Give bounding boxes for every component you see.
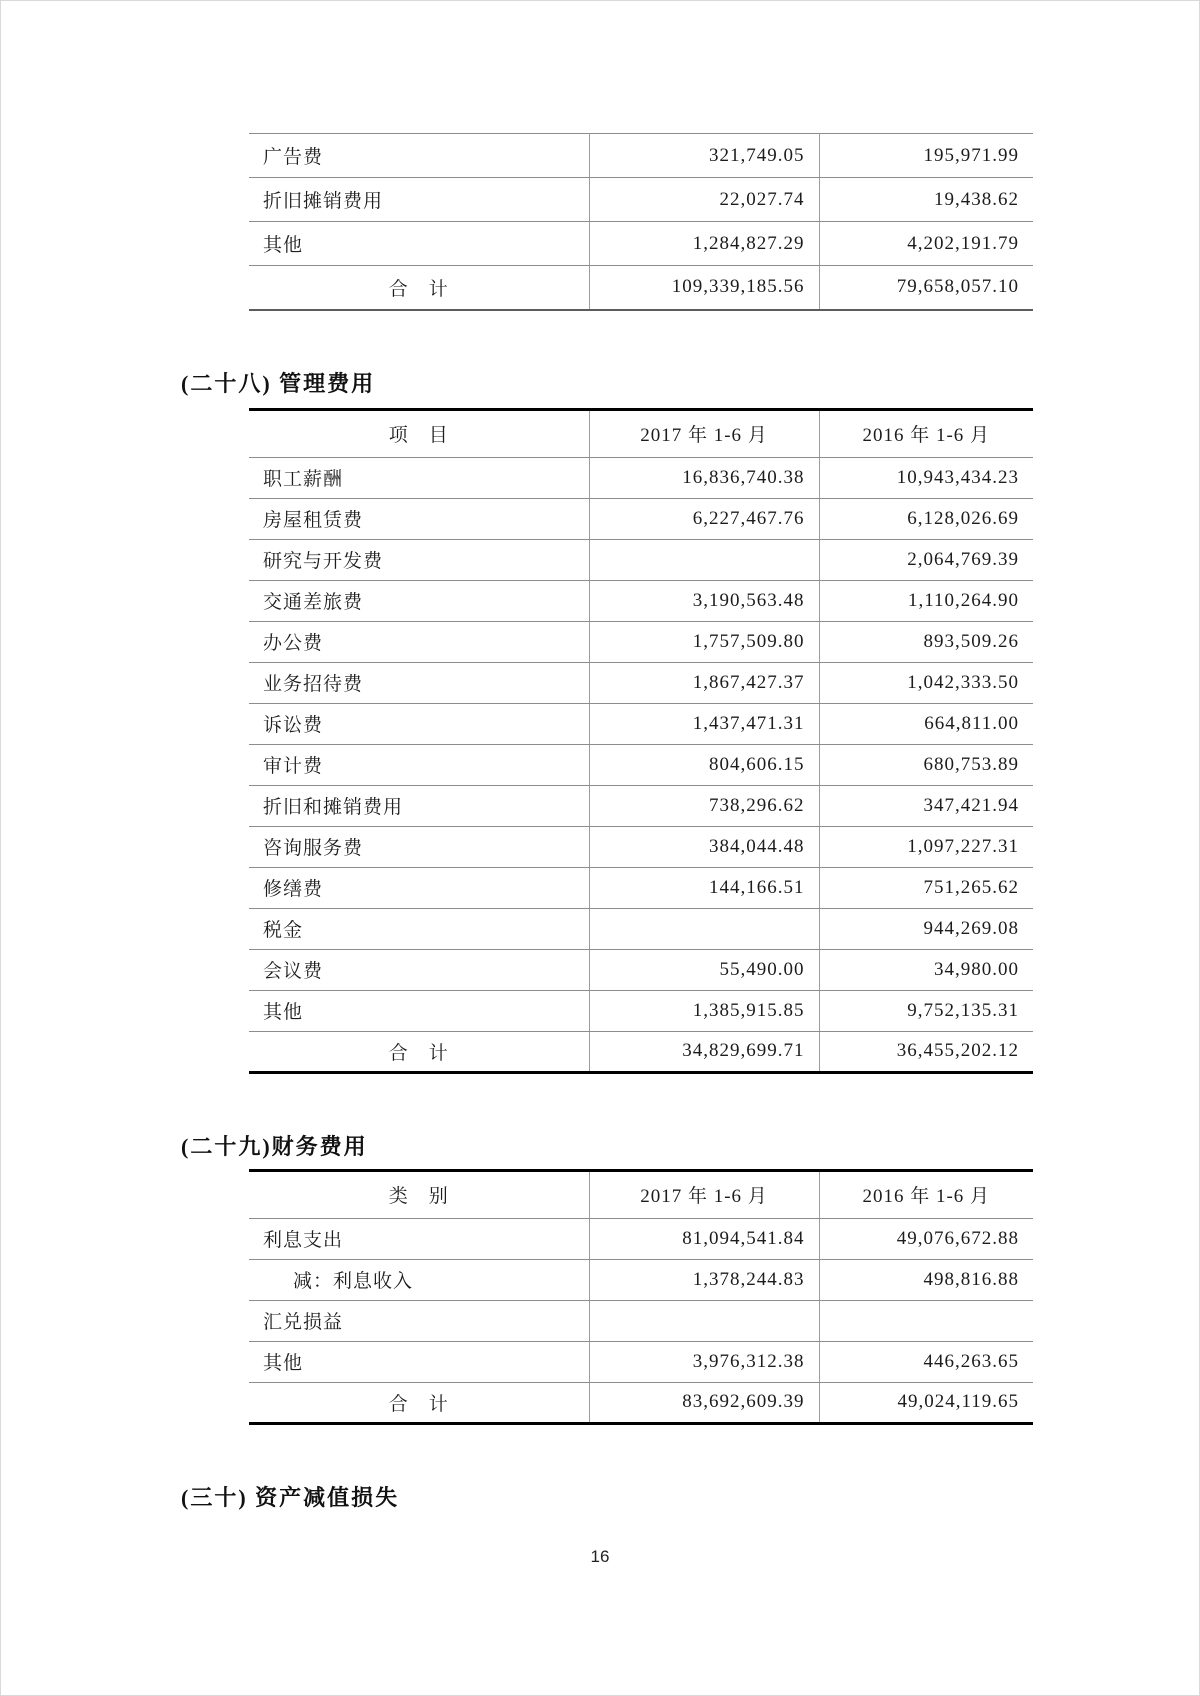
row-label: 咨询服务费 (249, 826, 589, 867)
row-label: 折旧摊销费用 (249, 178, 589, 222)
row-label: 其他 (249, 222, 589, 266)
value-2017: 1,437,471.31 (589, 703, 819, 744)
total-row (249, 1382, 1033, 1423)
table-row (249, 826, 1033, 867)
value-2016: 6,128,026.69 (819, 498, 1033, 539)
row-label: 业务招待费 (249, 662, 589, 703)
row-label: 广告费 (249, 134, 589, 178)
row-label: 办公费 (249, 621, 589, 662)
table-row (249, 949, 1033, 990)
table-row (249, 457, 1033, 498)
value-2017: 83,692,609.39 (589, 1382, 819, 1423)
value-2016: 680,753.89 (819, 744, 1033, 785)
value-2016: 19,438.62 (819, 178, 1033, 222)
column-header-category: 类 别 (249, 1170, 589, 1218)
value-2017: 804,606.15 (589, 744, 819, 785)
value-2017: 1,867,427.37 (589, 662, 819, 703)
table-row (249, 867, 1033, 908)
column-header-2016: 2016 年 1-6 月 (819, 1170, 1033, 1218)
row-label: 利息支出 (249, 1218, 589, 1259)
value-2016: 2,064,769.39 (819, 539, 1033, 580)
row-label: 房屋租赁费 (249, 498, 589, 539)
value-2016: 36,455,202.12 (819, 1031, 1033, 1072)
value-2017: 109,339,185.56 (589, 266, 819, 310)
table-row (249, 785, 1033, 826)
row-label: 会议费 (249, 949, 589, 990)
value-2016: 9,752,135.31 (819, 990, 1033, 1031)
row-label: 修缮费 (249, 867, 589, 908)
table-row (249, 662, 1033, 703)
row-label: 合 计 (249, 266, 589, 310)
section-heading-asset-impairment: (三十) 资产减值损失 (181, 1484, 400, 1510)
value-2016: 1,110,264.90 (819, 580, 1033, 621)
value-2017: 738,296.62 (589, 785, 819, 826)
total-row (249, 266, 1033, 310)
row-label: 交通差旅费 (249, 580, 589, 621)
value-2017: 16,836,740.38 (589, 457, 819, 498)
financial-expenses-rows (249, 1218, 1033, 1423)
row-label: 合 计 (249, 1382, 589, 1423)
value-2017: 1,757,509.80 (589, 621, 819, 662)
table-row (249, 908, 1033, 949)
row-label: 税金 (249, 908, 589, 949)
row-label: 职工薪酬 (249, 457, 589, 498)
value-2017: 34,829,699.71 (589, 1031, 819, 1072)
column-header-item: 项 目 (249, 409, 589, 457)
table-row (249, 1259, 1033, 1300)
value-2017: 81,094,541.84 (589, 1218, 819, 1259)
table-row (249, 1341, 1033, 1382)
column-header-2016: 2016 年 1-6 月 (819, 409, 1033, 457)
page-number: 16 (590, 1547, 610, 1566)
table-row (249, 744, 1033, 785)
value-2017: 3,190,563.48 (589, 580, 819, 621)
value-2016: 944,269.08 (819, 908, 1033, 949)
value-2016: 1,097,227.31 (819, 826, 1033, 867)
section-heading-financial-expenses: (二十九)财务费用 (181, 1133, 368, 1159)
row-label: 其他 (249, 990, 589, 1031)
admin-expenses-rows (249, 457, 1033, 1072)
table-row (249, 1300, 1033, 1341)
row-label: 诉讼费 (249, 703, 589, 744)
table-row (249, 178, 1033, 222)
value-2017 (589, 539, 819, 580)
value-2016: 1,042,333.50 (819, 662, 1033, 703)
value-2017: 6,227,467.76 (589, 498, 819, 539)
admin-expenses-header-row (249, 409, 1033, 457)
table-row (249, 580, 1033, 621)
financial-expenses-table (249, 1169, 1033, 1425)
value-2016: 347,421.94 (819, 785, 1033, 826)
value-2017 (589, 908, 819, 949)
table-row (249, 539, 1033, 580)
value-2016: 10,943,434.23 (819, 457, 1033, 498)
table-row (249, 134, 1033, 178)
section-heading-admin-expenses: (二十八) 管理费用 (181, 370, 376, 396)
value-2017: 1,284,827.29 (589, 222, 819, 266)
column-header-2017: 2017 年 1-6 月 (589, 1170, 819, 1218)
value-2017: 22,027.74 (589, 178, 819, 222)
row-label: 合 计 (249, 1031, 589, 1072)
table-row (249, 1218, 1033, 1259)
row-label: 审计费 (249, 744, 589, 785)
value-2017: 55,490.00 (589, 949, 819, 990)
total-row (249, 1031, 1033, 1072)
value-2016: 4,202,191.79 (819, 222, 1033, 266)
value-2016: 664,811.00 (819, 703, 1033, 744)
value-2017: 3,976,312.38 (589, 1341, 819, 1382)
value-2017: 144,166.51 (589, 867, 819, 908)
value-2016: 498,816.88 (819, 1259, 1033, 1300)
admin-expenses-table (249, 408, 1033, 1074)
value-2016: 751,265.62 (819, 867, 1033, 908)
table-row (249, 621, 1033, 662)
value-2016: 195,971.99 (819, 134, 1033, 178)
value-2016: 49,024,119.65 (819, 1382, 1033, 1423)
row-label: 减：利息收入 (249, 1259, 589, 1300)
value-2017: 384,044.48 (589, 826, 819, 867)
row-label: 汇兑损益 (249, 1300, 589, 1341)
table-row (249, 703, 1033, 744)
value-2017 (589, 1300, 819, 1341)
value-2016 (819, 1300, 1033, 1341)
value-2016: 34,980.00 (819, 949, 1033, 990)
value-2017: 321,749.05 (589, 134, 819, 178)
column-header-2017: 2017 年 1-6 月 (589, 409, 819, 457)
row-label: 研究与开发费 (249, 539, 589, 580)
table-row (249, 222, 1033, 266)
value-2016: 79,658,057.10 (819, 266, 1033, 310)
table-row (249, 990, 1033, 1031)
value-2016: 446,263.65 (819, 1341, 1033, 1382)
selling-expenses-rows (249, 134, 1033, 310)
table-row (249, 498, 1033, 539)
financial-expenses-header-row (249, 1170, 1033, 1218)
value-2016: 49,076,672.88 (819, 1218, 1033, 1259)
row-label: 折旧和摊销费用 (249, 785, 589, 826)
value-2017: 1,385,915.85 (589, 990, 819, 1031)
value-2017: 1,378,244.83 (589, 1259, 819, 1300)
row-label: 其他 (249, 1341, 589, 1382)
value-2016: 893,509.26 (819, 621, 1033, 662)
selling-expenses-continuation-table (249, 133, 1033, 311)
